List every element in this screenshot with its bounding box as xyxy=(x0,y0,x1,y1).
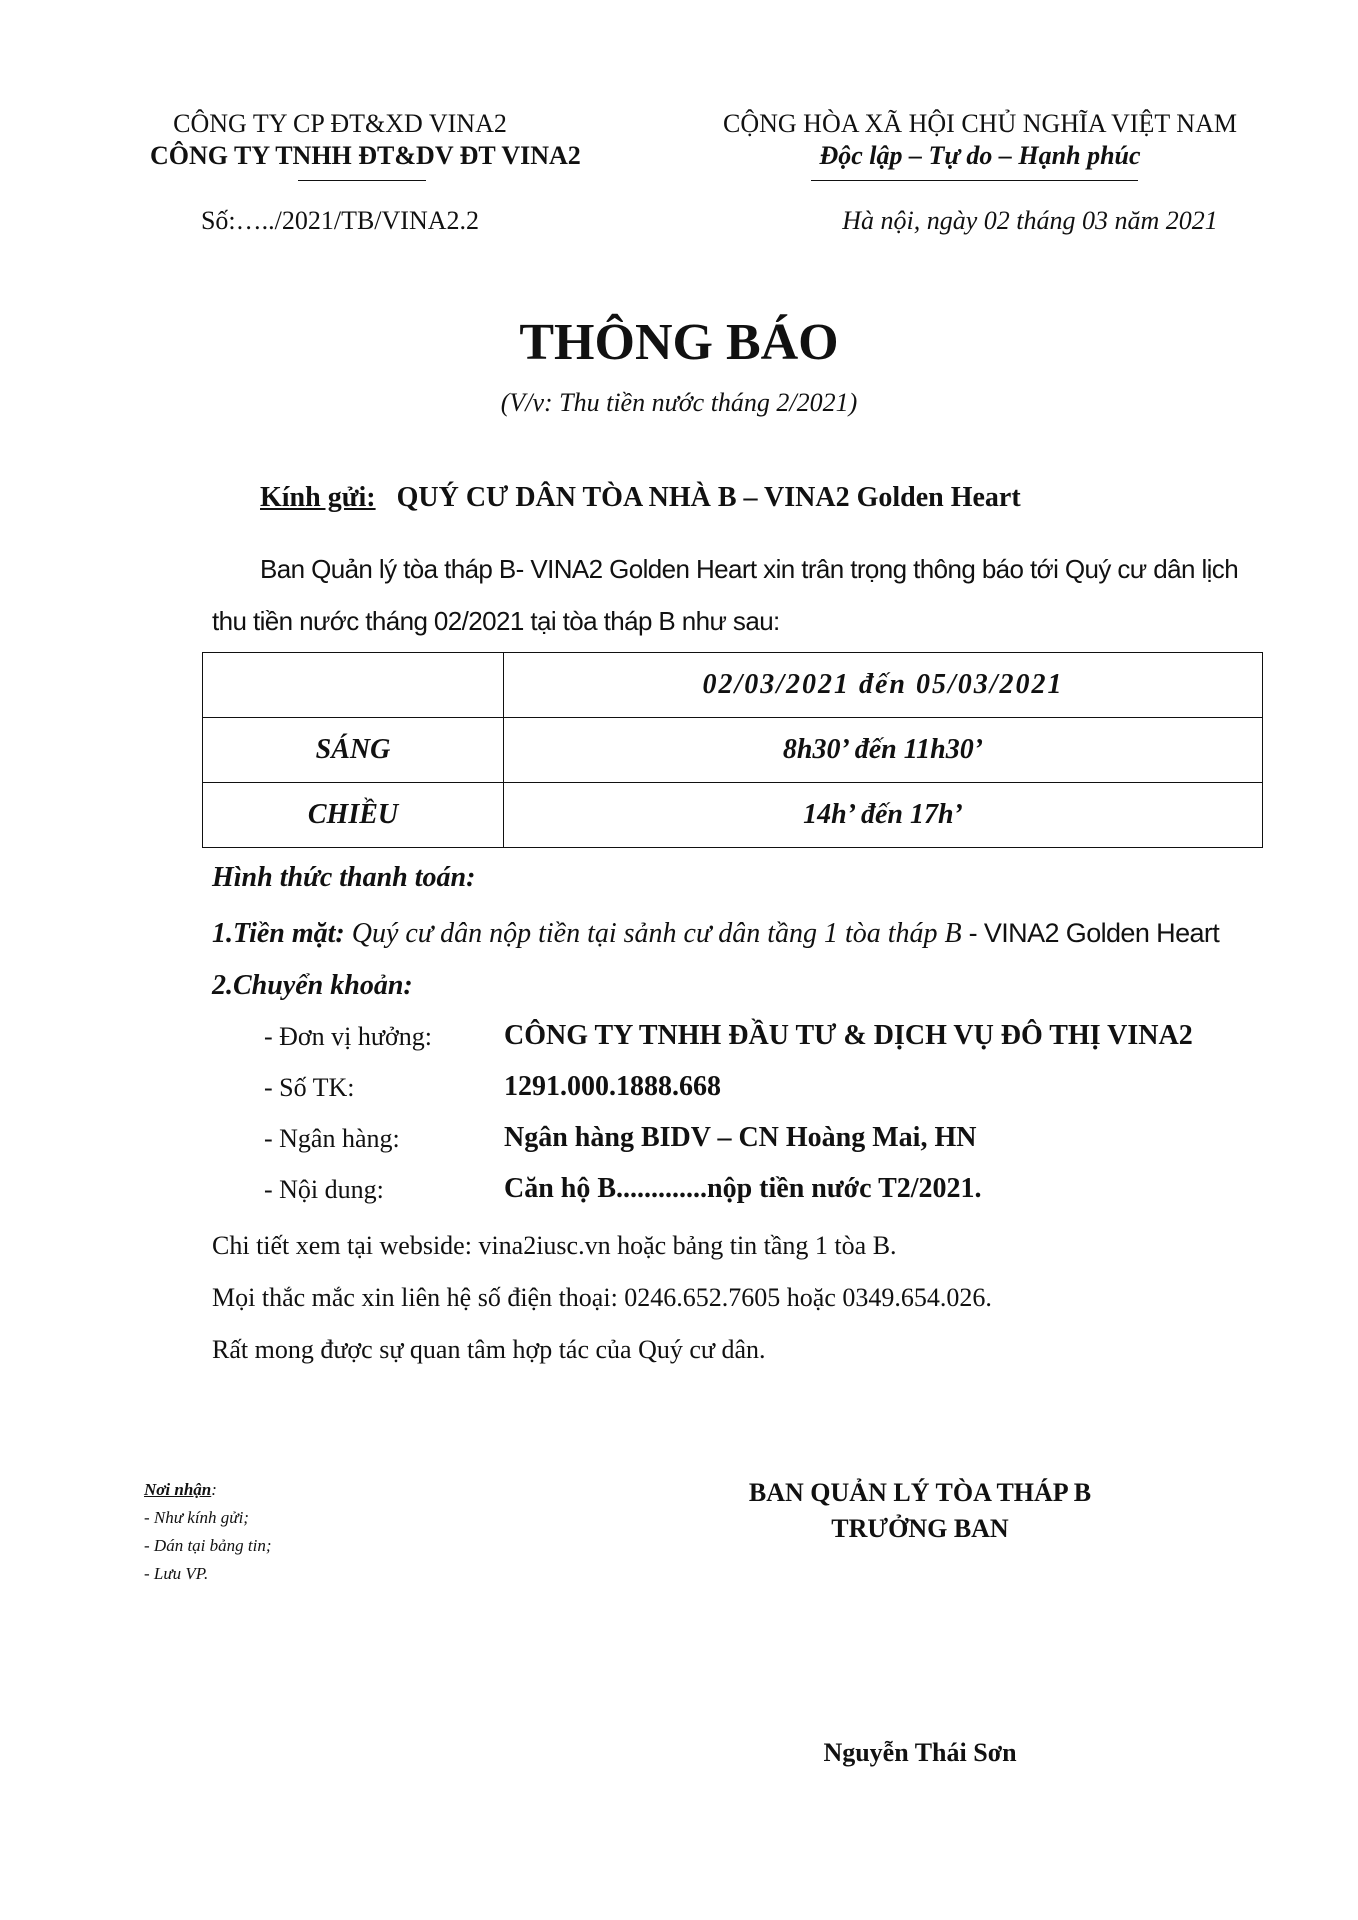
recipient-item: - Lưu VP. xyxy=(144,1564,209,1583)
detail-label: - Ngân hàng: xyxy=(264,1124,400,1153)
company-name: CÔNG TY TNHH ĐT&DV ĐT VINA2 xyxy=(150,141,581,170)
national-motto: Độc lập – Tự do – Hạnh phúc xyxy=(819,141,1141,170)
signature-org: BAN QUẢN LÝ TÒA THÁP B xyxy=(748,1478,1092,1507)
detail-label: - Số TK: xyxy=(264,1073,355,1102)
session-cell: SÁNG xyxy=(203,718,504,783)
session-cell: CHIỀU xyxy=(203,783,504,848)
schedule-table xyxy=(202,652,1263,848)
cash-label: 1.Tiền mặt: xyxy=(212,918,345,949)
document-title: THÔNG BÁO xyxy=(519,314,839,371)
signature-position: TRƯỞNG BAN xyxy=(831,1514,1009,1543)
time-cell: 8h30’ đến 11h30’ xyxy=(504,718,1263,783)
recipient-item: - Như kính gửi; xyxy=(144,1508,249,1527)
account-number-value: 1291.000.1888.668 xyxy=(504,1071,721,1102)
signer-name: Nguyễn Thái Sơn xyxy=(823,1738,1017,1767)
cash-line xyxy=(212,918,1219,950)
time-cell: 14h’ đến 17h’ xyxy=(504,783,1263,848)
detail-label: - Đơn vị hưởng: xyxy=(264,1022,432,1051)
recipients-heading xyxy=(144,1480,217,1500)
content-value: Căn hộ B.............nộp tiền nước T2/2021. xyxy=(504,1173,982,1204)
note-line: Rất mong được sự quan tâm hợp tác của Quý cư dân. xyxy=(212,1335,766,1364)
table-row xyxy=(203,653,1263,718)
motto-underline xyxy=(811,180,1138,181)
recipients-colon: : xyxy=(211,1480,217,1499)
note-line: Mọi thắc mắc xin liên hệ số điện thoại: 0246.652.7605 hoặc 0349.654.026. xyxy=(212,1283,992,1312)
document-subtitle: (V/v: Thu tiền nước tháng 2/2021) xyxy=(500,388,858,417)
date-range-cell: 02/03/2021 đến 05/03/2021 xyxy=(504,653,1263,718)
beneficiary-value: CÔNG TY TNHH ĐẦU TƯ & DỊCH VỤ ĐÔ THỊ VINA2 xyxy=(504,1020,1193,1051)
note-line: Chi tiết xem tại webside: vina2iusc.vn hoặc bảng tin tầng 1 tòa B. xyxy=(212,1231,897,1260)
recipient-item: - Dán tại bảng tin; xyxy=(144,1536,272,1555)
company-underline xyxy=(298,180,426,181)
national-title: CỘNG HÒA XÃ HỘI CHỦ NGHĨA VIỆT NAM xyxy=(723,109,1237,138)
ref-number: Số:…../2021/TB/VINA2.2 xyxy=(200,206,480,235)
recipient-line xyxy=(260,482,1021,514)
transfer-label: 2.Chuyển khoản: xyxy=(212,970,413,1001)
recipients-heading-text: Nơi nhận xyxy=(144,1480,212,1499)
intro-line-2: thu tiền nước tháng 02/2021 tại tòa tháp B như sau: xyxy=(212,606,780,636)
cash-suffix: - VINA2 Golden Heart xyxy=(961,918,1220,948)
detail-label: - Nội dung: xyxy=(264,1175,384,1204)
recipient-value: QUÝ CƯ DÂN TÒA NHÀ B – VINA2 Golden Heart xyxy=(396,482,1021,513)
table-row xyxy=(203,783,1263,848)
company-name-parent: CÔNG TY CP ĐT&XD VINA2 xyxy=(173,109,507,138)
bank-value: Ngân hàng BIDV – CN Hoàng Mai, HN xyxy=(504,1122,977,1153)
document-date: Hà nội, ngày 02 tháng 03 năm 2021 xyxy=(842,206,1218,235)
cash-text: Quý cư dân nộp tiền tại sảnh cư dân tầng 1 tòa tháp B xyxy=(344,918,962,949)
table-cell-empty xyxy=(203,653,504,718)
intro-line-1: Ban Quản lý tòa tháp B- VINA2 Golden Heart xin trân trọng thông báo tới Quý cư dân lịch xyxy=(260,554,1239,584)
payment-heading: Hình thức thanh toán: xyxy=(212,862,476,893)
table-row xyxy=(203,718,1263,783)
recipient-label: Kính gửi: xyxy=(260,482,376,513)
